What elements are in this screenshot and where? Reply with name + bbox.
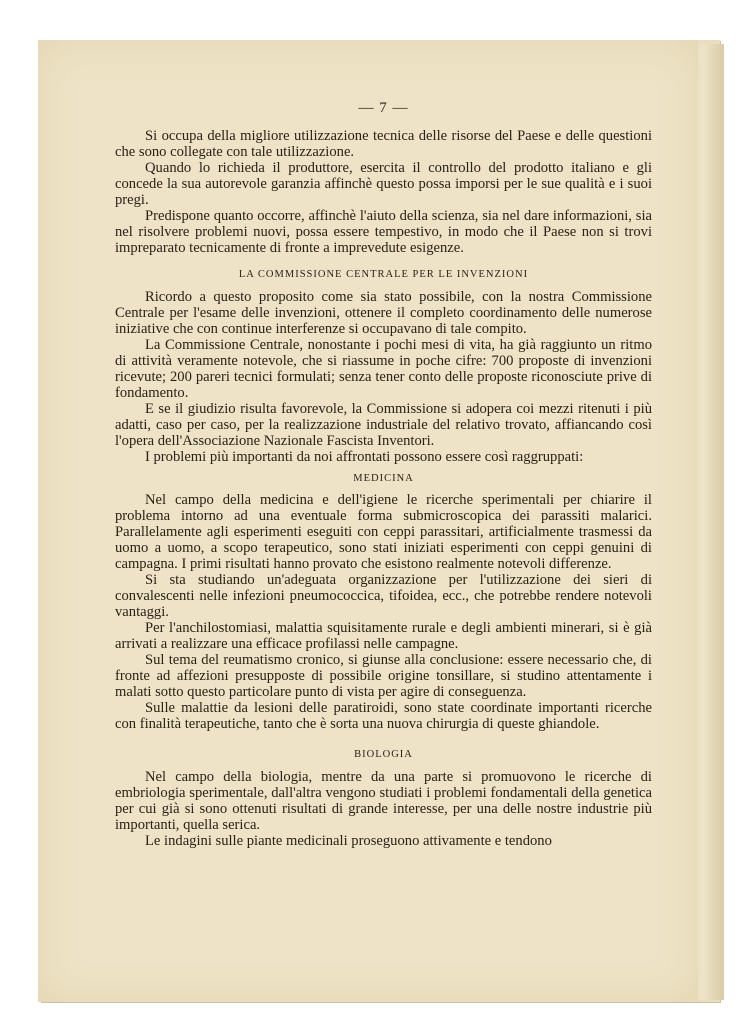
- paragraph: E se il giudizio risulta favorevole, la Commissione si adopera coi mezzi ritenuti i più adatti, caso per caso, per la realizzazione industriale del relativo trovato, affiancando così l'opera dell'Associazione Nazionale Fascista Inventori.: [115, 401, 652, 449]
- section-heading: MEDICINA: [353, 473, 414, 484]
- paragraph: Si occupa della migliore utilizzazione tecnica delle risorse del Paese e delle questioni che sono collegate con tale utilizzazione.: [115, 128, 652, 160]
- page-content: [115, 100, 652, 849]
- paragraph: Per l'anchilostomiasi, malattia squisitamente rurale e degli ambienti minerari, si è già arrivati a realizzare una efficace profilassi nelle campagne.: [115, 620, 652, 652]
- paragraph: I problemi più importanti da noi affrontati possono essere così raggruppati:: [145, 449, 584, 465]
- paragraph: Nel campo della medicina e dell'igiene le ricerche sperimentali per chiarire il problema intorno ad una eventuale forma submicroscopica dei parassiti malarici. Parallelamente agli esperimenti eseguiti con ceppi parassitari, artificialmente trasmessi da uomo a uomo, a scopo terapeutico, sono stati iniziati esperimenti con ceppi genuini di campagna. I primi risultati hanno provato che esistono realmente notevoli differenze.: [115, 492, 652, 572]
- document-page: [38, 40, 698, 1002]
- paragraph: Nel campo della biologia, mentre da una parte si promuovono le ricerche di embriologia sperimentale, dall'altra vengono studiati i problemi fondamentali della genetica per cui già si sono ottenuti risultati di grande interesse, per una delle nostre industrie più importanti, quella serica.: [115, 769, 652, 833]
- page-number: — 7 —: [358, 100, 409, 116]
- paragraph: Si sta studiando un'adeguata organizzazione per l'utilizzazione dei sieri di convalescenti nelle infezioni pneumococcica, tifoidea, ecc., che potrebbe rendere notevoli vantaggi.: [115, 572, 652, 620]
- paragraph: Le indagini sulle piante medicinali proseguono attivamente e tendono: [145, 833, 552, 849]
- section-heading: LA COMMISSIONE CENTRALE PER LE INVENZIONI: [238, 269, 529, 280]
- paragraph: Sul tema del reumatismo cronico, si giunse alla conclusione: essere necessario che, di fronte ad affezioni presupposte di possibile origine tonsillare, si studino attentamente i malati sotto questo particolare punto di vista per agire di conseguenza.: [115, 652, 652, 700]
- section-heading: BIOLOGIA: [354, 749, 413, 760]
- paragraph: Sulle malattie da lesioni delle paratiroidi, sono state coordinate importanti ricerche con finalità terapeutiche, tanto che è sorta una nuova chirurgia di queste ghiandole.: [115, 700, 652, 732]
- paragraph: Quando lo richieda il produttore, esercita il controllo del prodotto italiano e gli concede la sua autorevole garanzia affinchè questo possa imporsi per le sue qualità e i suoi pregi.: [115, 160, 652, 208]
- paragraph: Predispone quanto occorre, affinchè l'aiuto della scienza, sia nel dare informazioni, sia nel risolvere problemi nuovi, possa essere tempestivo, in modo che il Paese non si trovi impreparato tecnicamente di fronte a imprevedute esigenze.: [115, 208, 652, 256]
- paragraph: Ricordo a questo proposito come sia stato possibile, con la nostra Commissione Centrale per l'esame delle invenzioni, ottenere il completo coordinamento delle numerose iniziative che con continue interferenze si occupavano di tale compito.: [115, 289, 652, 337]
- paragraph: La Commissione Centrale, nonostante i pochi mesi di vita, ha già raggiunto un ritmo di attività veramente notevole, che si riassume in poche cifre: 700 proposte di invenzioni ricevute; 200 pareri tecnici formulati; senza tener conto delle proposte riconosciute prive di fondamento.: [115, 337, 652, 401]
